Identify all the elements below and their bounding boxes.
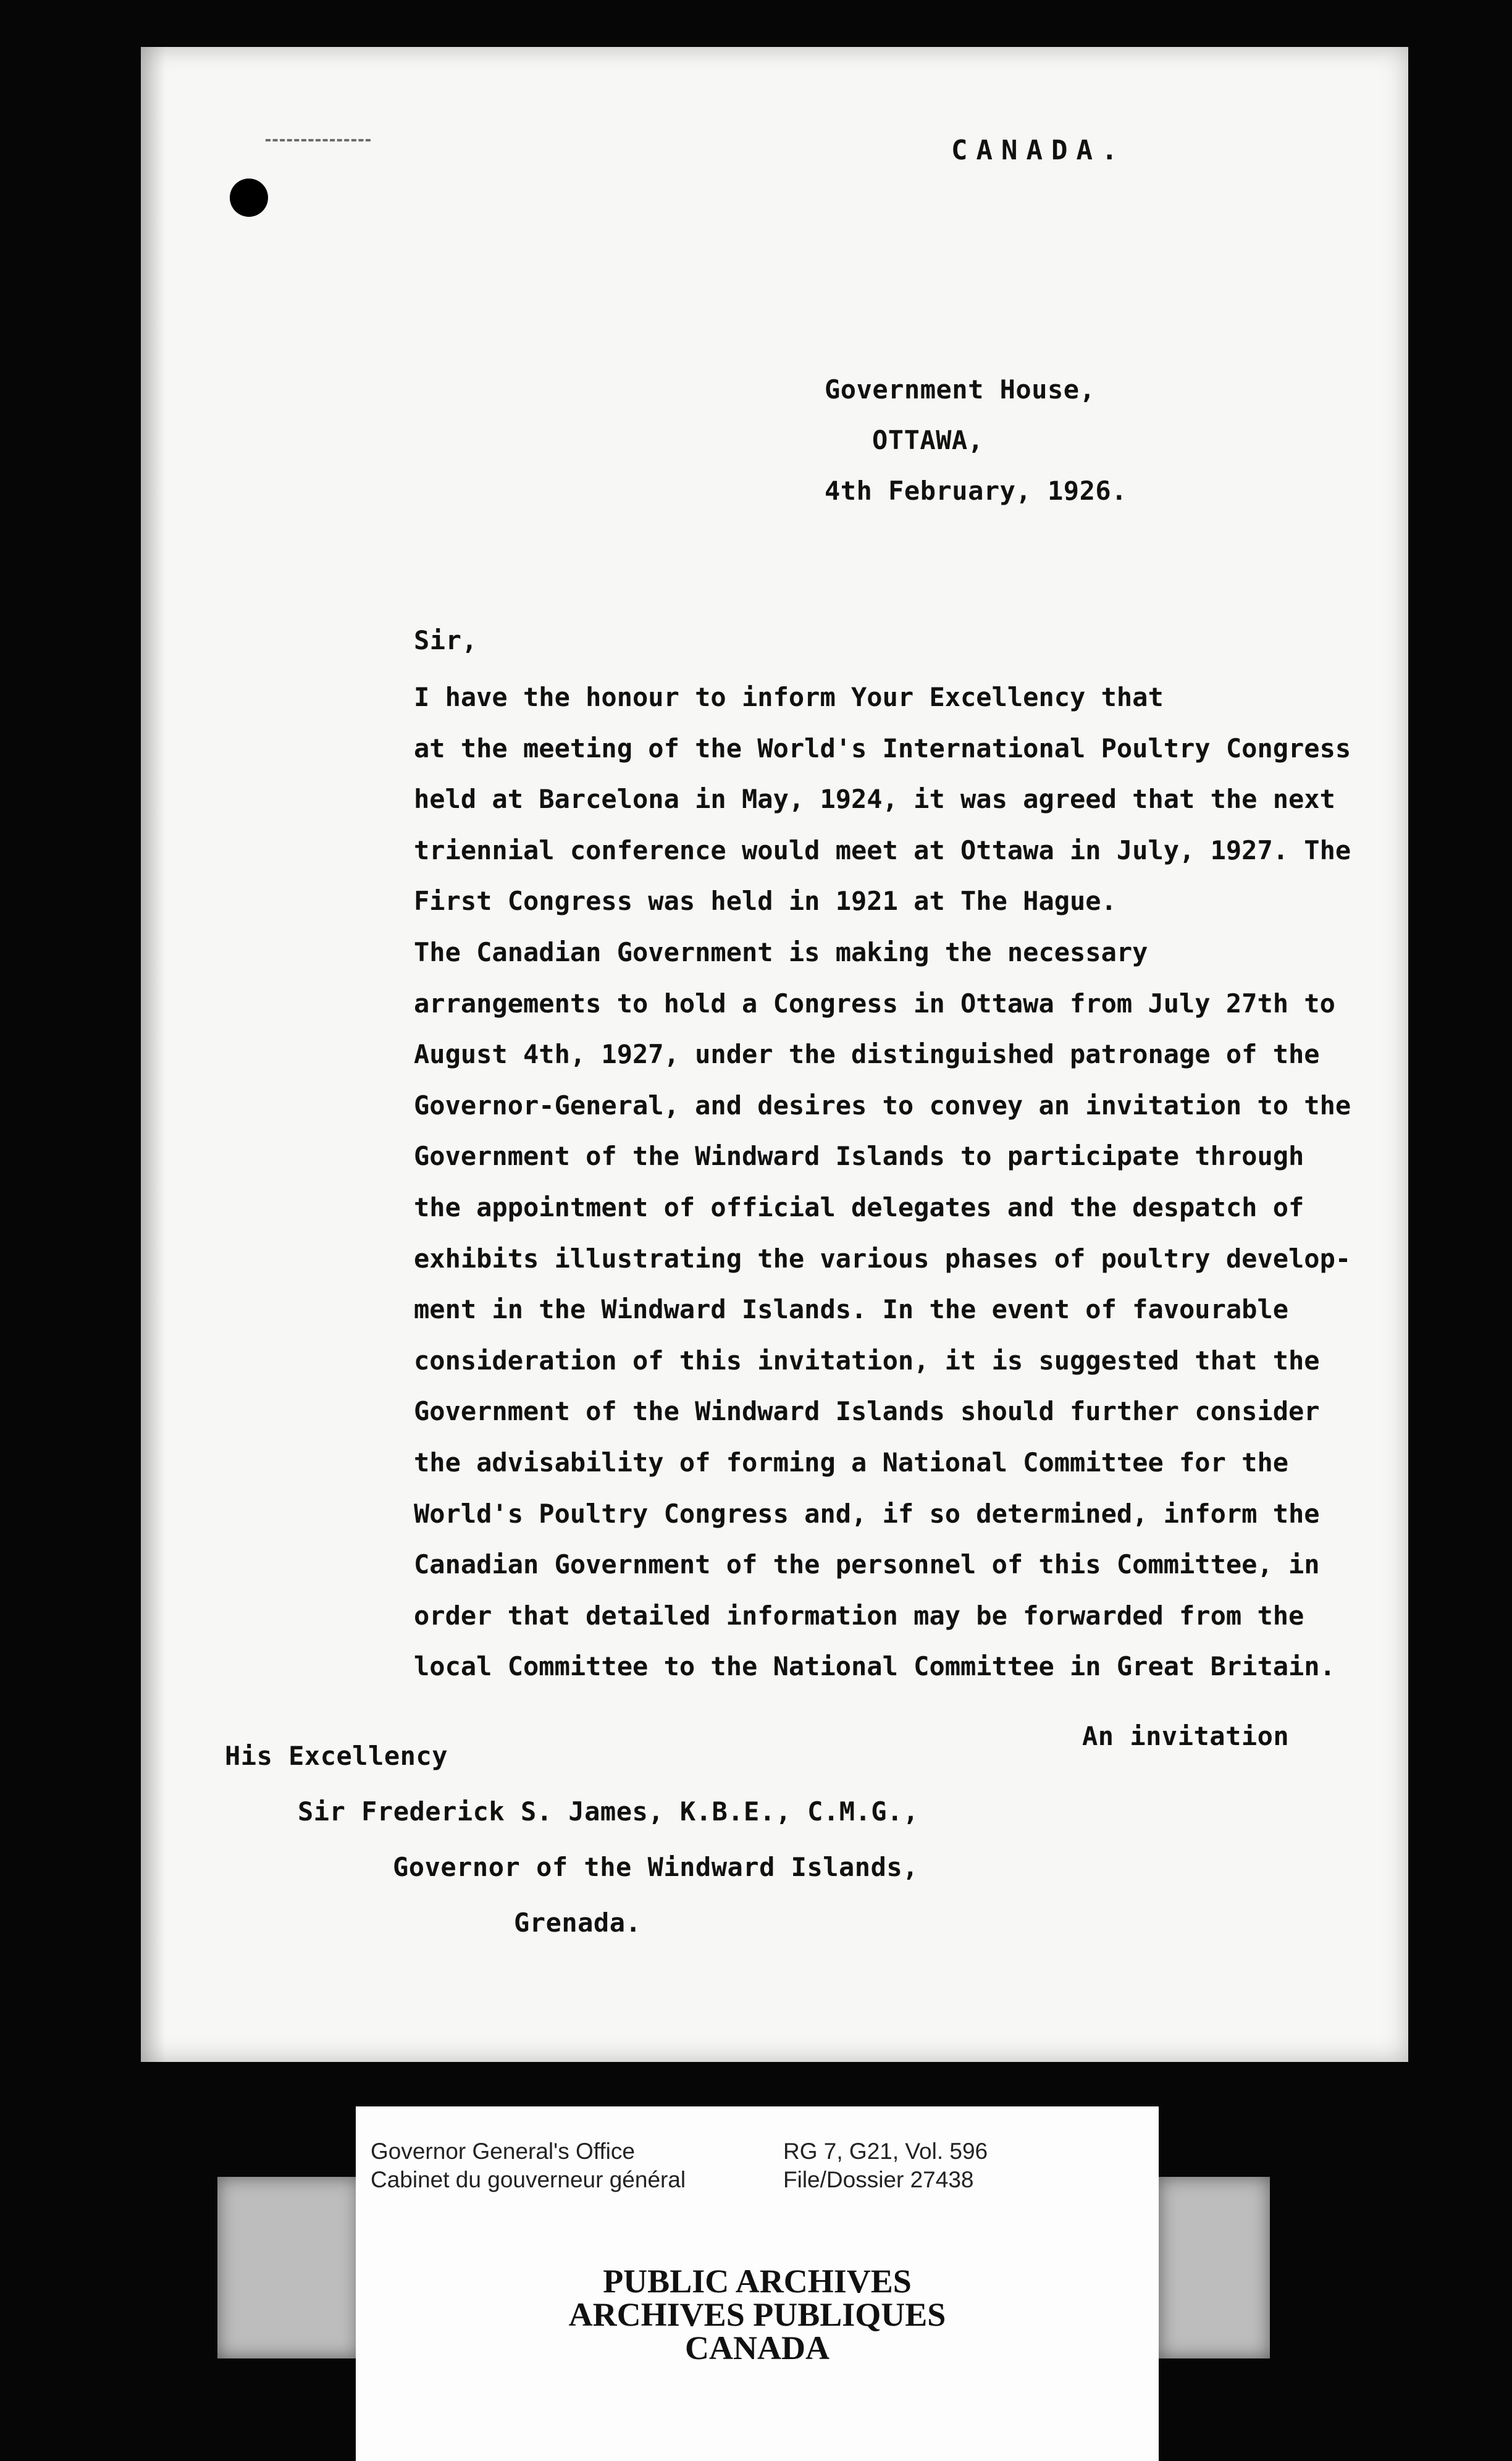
body-line: the advisability of forming a National Committee for the bbox=[414, 1447, 1289, 1478]
body-line: August 4th, 1927, under the distinguished patronage of the bbox=[414, 1039, 1320, 1070]
body-line: exhibits illustrating the various phases of poultry develop- bbox=[414, 1243, 1351, 1274]
body-line: consideration of this invitation, it is suggested that the bbox=[414, 1345, 1320, 1376]
recipient-line1: His Excellency bbox=[225, 1741, 448, 1771]
office-name-french: Cabinet du gouverneur général bbox=[371, 2167, 686, 2192]
body-line: ment in the Windward Islands. In the event of favourable bbox=[414, 1294, 1289, 1325]
body-line: arrangements to hold a Congress in Ottawa from July 27th to bbox=[414, 988, 1335, 1019]
letter-body bbox=[414, 672, 1377, 1693]
archive-title-english: PUBLIC ARCHIVES bbox=[603, 2263, 912, 2300]
body-line: the appointment of official delegates and the despatch of bbox=[414, 1192, 1304, 1222]
salutation: Sir, bbox=[414, 625, 478, 655]
recipient-line3: Governor of the Windward Islands, bbox=[393, 1852, 918, 1882]
body-line: triennial conference would meet at Ottawa in July, 1927. The bbox=[414, 835, 1351, 865]
body-line: I have the honour to inform Your Excellency that bbox=[414, 682, 1164, 712]
sender-address-line2: OTTAWA, bbox=[872, 425, 984, 455]
office-name-english: Governor General's Office bbox=[371, 2139, 635, 2164]
catchword: An invitation bbox=[1082, 1721, 1290, 1751]
adjacent-frame-left bbox=[217, 2177, 359, 2358]
sender-address-line1: Government House, bbox=[825, 374, 1096, 405]
body-line: First Congress was held in 1921 at The Hague. bbox=[414, 886, 1117, 917]
body-line: Government of the Windward Islands should further consider bbox=[414, 1396, 1320, 1427]
recipient-line2: Sir Frederick S. James, K.B.E., C.M.G., bbox=[298, 1796, 919, 1827]
archive-title-french: ARCHIVES PUBLIQUES bbox=[568, 2296, 946, 2333]
archive-title-country: CANADA bbox=[685, 2329, 830, 2366]
body-line: Government of the Windward Islands to participate through bbox=[414, 1141, 1304, 1172]
file-number: File/Dossier 27438 bbox=[783, 2167, 974, 2192]
body-line: World's Poultry Congress and, if so determined, inform the bbox=[414, 1498, 1320, 1529]
recipient-line4: Grenada. bbox=[514, 1908, 642, 1938]
stray-mark bbox=[266, 139, 371, 146]
archive-label bbox=[356, 2106, 1159, 2461]
country-heading: CANADA. bbox=[951, 135, 1127, 166]
body-line: order that detailed information may be forwarded from the bbox=[414, 1600, 1304, 1631]
letter-date: 4th February, 1926. bbox=[825, 476, 1127, 506]
body-line: Governor-General, and desires to convey an invitation to the bbox=[414, 1090, 1351, 1121]
body-line: at the meeting of the World's International Poultry Congress bbox=[414, 733, 1351, 764]
body-line: The Canadian Government is making the necessary bbox=[414, 936, 1148, 967]
body-line: Canadian Government of the personnel of this Committee, in bbox=[414, 1549, 1320, 1580]
record-group-reference: RG 7, G21, Vol. 596 bbox=[783, 2139, 988, 2164]
punch-hole bbox=[230, 179, 268, 217]
body-line: local Committee to the National Committee in Great Britain. bbox=[414, 1651, 1335, 1682]
adjacent-frame-right bbox=[1159, 2177, 1270, 2358]
body-line: held at Barcelona in May, 1924, it was agreed that the next bbox=[414, 784, 1335, 815]
